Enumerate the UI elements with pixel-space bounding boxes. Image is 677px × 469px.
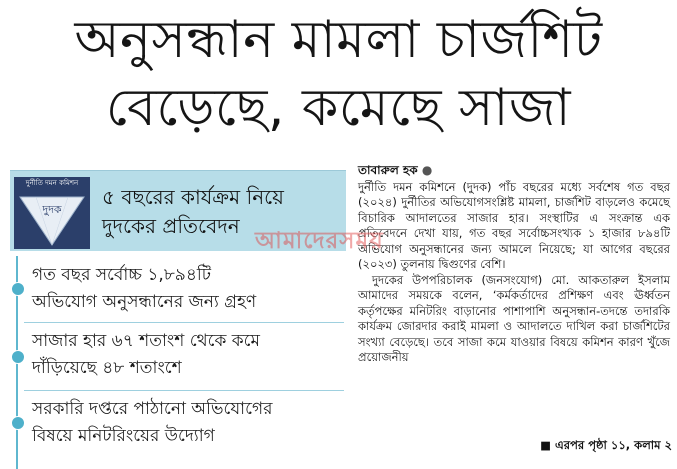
article-paragraph-2: দুদকের উপপরিচালক (জনসংযোগ) মো. আকতারুল ইসলাম আমাদের সময়কে বলেন, ‘কর্মকর্তাদের প্রশিক্ষণ এবং ঊর্ধ্বতন কর্তৃপক্ষের মনিটরিং বাড়ানোর পাশাপাশি অনুসন্ধান-তদন্তে তদারকি কার্যক্রম জোরদার করাই মামলা ও আদালতে দাখিল করা চার্জশিটের সংখ্যা বেড়েছে। তবে সাজা কমে যাওয়ার বিষয়ে কমিশন কারণ খুঁজে প্রয়োজনীয় — [358, 272, 670, 364]
byline — [358, 163, 670, 179]
headline-line-1: অনুসন্ধান মামলা চার্জশিট — [74, 10, 603, 70]
bullet-divider — [24, 390, 344, 391]
bullet-item-1-line-1: গত বছর সর্বোচ্চ ১,৮৯৪টি — [32, 265, 211, 285]
bullet-dot-icon — [11, 282, 25, 296]
bullet-item-1 — [32, 262, 348, 316]
bullet-item-3-line-1: সরকারি দপ্তরে পাঠানো অভিযোগের — [32, 399, 273, 419]
banner-text-line-2: দুদকের প্রতিবেদন — [102, 214, 240, 238]
continued-on-page: ■ এরপর পৃষ্ঠা ১১, কলাম ২ — [540, 438, 672, 452]
highlight-bullets — [0, 256, 350, 469]
bullet-item-3 — [32, 396, 348, 450]
headline — [0, 6, 677, 142]
bullet-dot-icon — [11, 416, 25, 430]
logo-letters: দুদক — [42, 203, 62, 216]
byline-marker: ● — [421, 163, 433, 177]
article-paragraph-1: দুর্নীতি দমন কমিশনে (দুদক) পাঁচ বছরের মধ্যে সর্বশেষ গত বছর (২০২৪) দুর্নীতির অভিযোগসংশ্লিষ্ট মামলা, চার্জশিট বাড়লেও কমেছে বিচারিক আদালতের সাজার হার। সংস্থাটির এ সংক্রান্ত এক প্রতিবেদনে দেখা যায়, গত বছর সর্বোচ্চসংখ্যক ১ হাজার ৮৯৪টি অভিযোগ অনুসন্ধানের জন্য আমলে নিয়েছে; যা আগের বছরের (২০২৩) তুলনায় দ্বিগুণের বেশি। — [358, 179, 670, 271]
bullet-item-2-line-2: দাঁড়িয়েছে ৪৮ শতাংশে — [32, 358, 182, 378]
dudok-logo — [14, 177, 90, 249]
bullet-divider — [24, 322, 344, 323]
watermark: আমাদেরসময় — [255, 228, 384, 254]
bullet-item-2-line-1: সাজার হার ৬৭ শতাংশ থেকে কমে — [32, 331, 260, 351]
bullet-item-2 — [32, 328, 348, 382]
dudok-diamond-icon — [14, 189, 90, 249]
article-body — [358, 163, 670, 366]
bullet-dot-icon — [11, 350, 25, 364]
bullet-item-1-line-2: অভিযোগ অনুসন্ধানের জন্য গ্রহণ — [32, 292, 257, 312]
banner-text-line-1: ৫ বছরের কার্যক্রম নিয়ে — [102, 185, 284, 209]
bullet-item-3-line-2: বিষয়ে মনিটরিংয়ের উদ্যোগ — [32, 426, 215, 446]
logo-top-text: দুর্নীতি দমন কমিশন — [14, 177, 90, 189]
byline-author: তাবারুল হক — [358, 163, 418, 177]
headline-line-2: বেড়েছে, কমেছে সাজা — [105, 78, 572, 138]
